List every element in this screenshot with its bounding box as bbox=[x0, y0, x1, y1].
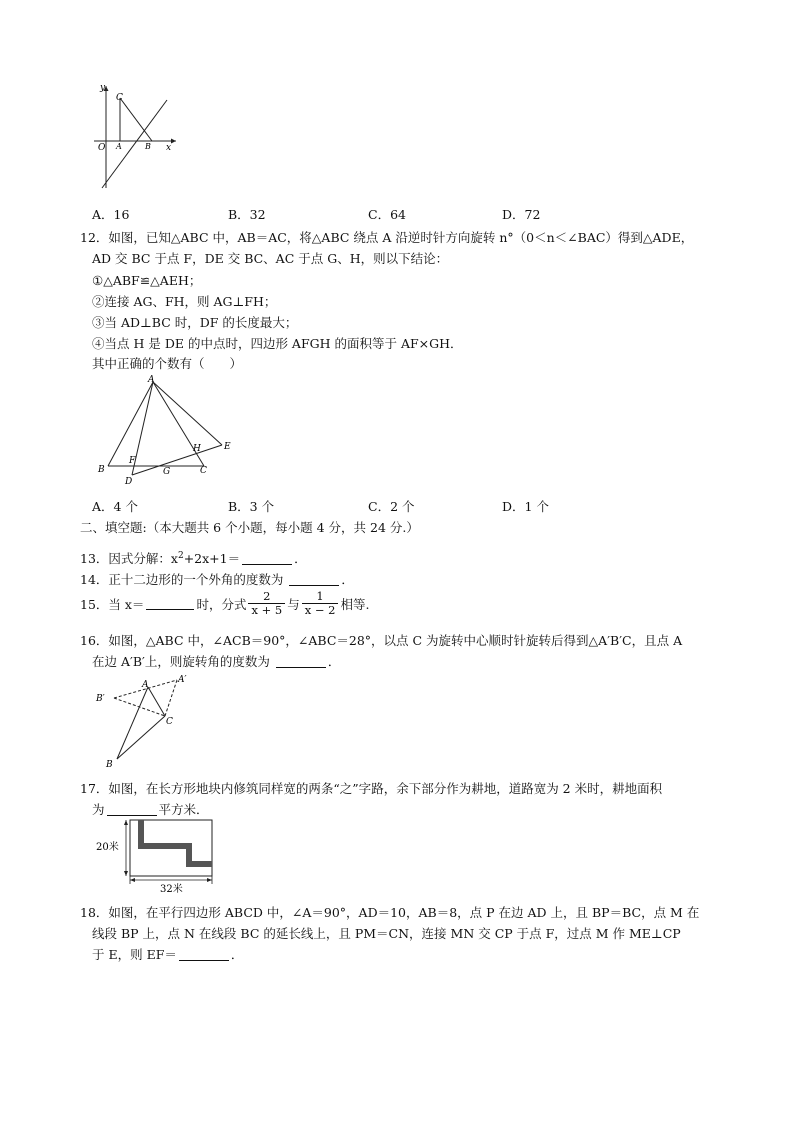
q17-line2-prefix: 为 bbox=[92, 802, 105, 817]
q17-line1: 17．如图，在长方形地块内修筑同样宽的两条“之”字路，余下部分作为耕地，道路宽为 2 米时，耕地面积 bbox=[80, 781, 663, 796]
q11-option-d[interactable]: D．72 bbox=[502, 207, 541, 222]
q13-prefix: 13．因式分解：x bbox=[80, 551, 178, 566]
q16-line2 bbox=[92, 652, 340, 670]
q15-answer-blank[interactable] bbox=[146, 597, 194, 610]
q12-line1: 12．如图，已知△ABC 中，AB＝AC，将△ABC 绕点 A 沿逆时针方向旋转 n°（0＜n＜∠BAC）得到△ADE， bbox=[80, 230, 694, 245]
q16-line1: 16．如图，△ABC 中，∠ACB＝90°，∠ABC＝28°，以点 C 为旋转中心顺时针旋转后得到△A′B′C，且点 A bbox=[80, 633, 683, 648]
q18-end: ． bbox=[230, 947, 244, 962]
q15-end: 相等. bbox=[340, 596, 370, 612]
label-b: B bbox=[98, 465, 105, 475]
q11-option-c[interactable]: C．64 bbox=[368, 207, 406, 222]
height-arrow-bottom bbox=[124, 871, 128, 876]
x-axis-arrow bbox=[171, 139, 176, 144]
label-b: B bbox=[106, 760, 113, 770]
q15-f2-num: 1 bbox=[316, 589, 324, 603]
q17-answer-blank[interactable] bbox=[107, 803, 157, 816]
q17-figure bbox=[94, 816, 218, 896]
label-c: C bbox=[116, 93, 123, 103]
q12-option-a[interactable]: A．4 个 bbox=[92, 499, 138, 514]
q18-line3-prefix: 于 E，则 EF＝ bbox=[92, 947, 177, 962]
label-width: 32米 bbox=[160, 884, 183, 895]
label-a-prime: A′ bbox=[178, 675, 187, 685]
q14-text: 14．正十二边形的一个外角的度数为 bbox=[80, 572, 288, 587]
q12-line2: AD 交 BC 于点 F，DE 交 BC、AC 于点 G、H，则以下结论： bbox=[92, 251, 449, 266]
q16-figure bbox=[92, 672, 202, 770]
q12-figure bbox=[92, 372, 240, 488]
label-c: C bbox=[200, 466, 207, 476]
q15-mid: 时，分式 bbox=[196, 596, 247, 612]
long-line bbox=[102, 100, 167, 188]
label-h: H bbox=[193, 444, 201, 454]
label-b: B bbox=[145, 142, 151, 151]
label-c: C bbox=[166, 717, 173, 727]
seg-a2c bbox=[165, 680, 177, 716]
label-o: O bbox=[98, 143, 106, 153]
q12-item-1: ①△ABF≌△AEH； bbox=[92, 273, 202, 288]
line-cb bbox=[120, 98, 152, 141]
width-arrow-right bbox=[207, 878, 212, 882]
q15-connector: 与 bbox=[287, 596, 300, 612]
q16-answer-blank[interactable] bbox=[276, 655, 326, 668]
label-a: A bbox=[142, 680, 149, 690]
q18-line2: 线段 BP 上，点 N 在线段 BC 的延长线上，且 PM＝CN，连接 MN 交 CP 于点 F，过点 M 作 ME⊥CP bbox=[92, 926, 681, 941]
seg-ae bbox=[153, 382, 222, 445]
label-a: A bbox=[148, 375, 155, 385]
q13 bbox=[80, 549, 307, 567]
seg-ab bbox=[108, 382, 153, 466]
q15-fraction-1 bbox=[248, 590, 285, 617]
label-x: x bbox=[166, 143, 172, 153]
q15 bbox=[80, 590, 369, 617]
label-height: 20米 bbox=[96, 842, 119, 853]
q13-sup: 2 bbox=[177, 550, 184, 561]
q11-figure bbox=[92, 80, 182, 192]
q12-item-3: ③当 AD⊥BC 时，DF 的长度最大； bbox=[92, 315, 298, 330]
q15-f1-den: x + 5 bbox=[248, 603, 285, 617]
q14 bbox=[80, 570, 354, 588]
q11-option-a[interactable]: A．16 bbox=[92, 207, 130, 222]
q13-end: ． bbox=[294, 551, 307, 566]
q14-answer-blank[interactable] bbox=[289, 573, 339, 586]
label-y: y bbox=[100, 83, 106, 93]
label-g: G bbox=[163, 467, 171, 477]
label-a: A bbox=[116, 142, 122, 151]
q15-prefix: 15．当 x＝ bbox=[80, 596, 145, 612]
width-arrow-left bbox=[130, 878, 135, 882]
seg-ac bbox=[148, 687, 165, 716]
section2-title: 二、填空题:（本大题共 6 个小题，每小题 4 分，共 24 分.） bbox=[80, 520, 419, 535]
label-e: E bbox=[224, 442, 231, 452]
q18-line1: 18．如图，在平行四边形 ABCD 中，∠A＝90°，AD＝10，AB＝8，点 P 在边 AD 上，且 BP＝BC，点 M 在 bbox=[80, 905, 700, 920]
q13-answer-blank[interactable] bbox=[242, 552, 292, 565]
q15-fraction-2 bbox=[302, 590, 339, 617]
height-arrow-top bbox=[124, 820, 128, 825]
label-b-prime: B′ bbox=[96, 694, 105, 704]
q18-line3 bbox=[92, 945, 243, 963]
q12-option-b[interactable]: B．3 个 bbox=[228, 499, 275, 514]
q12-option-c[interactable]: C．2 个 bbox=[368, 499, 415, 514]
q14-end: ． bbox=[341, 572, 354, 587]
q18-answer-blank[interactable] bbox=[179, 948, 229, 961]
q12-option-d[interactable]: D．1 个 bbox=[502, 499, 549, 514]
q16-end: ． bbox=[327, 654, 341, 669]
seg-de bbox=[132, 445, 222, 475]
q16-line2-text: 在边 A′B′上，则旋转角的度数为 bbox=[92, 654, 274, 669]
q12-question: 其中正确的个数有（ ） bbox=[92, 356, 243, 371]
seg-bc bbox=[117, 716, 165, 759]
q15-f2-den: x − 2 bbox=[302, 603, 339, 617]
q12-item-2: ②连接 AG、FH，则 AG⊥FH； bbox=[92, 294, 277, 309]
q15-f1-num: 2 bbox=[263, 589, 271, 603]
label-f: F bbox=[129, 456, 136, 466]
seg-b2c bbox=[114, 698, 165, 716]
q17-line2-suffix: 平方米． bbox=[158, 802, 209, 817]
q13-suffix: +2x+1＝ bbox=[183, 551, 241, 566]
q11-option-b[interactable]: B．32 bbox=[228, 207, 266, 222]
label-d: D bbox=[125, 477, 133, 487]
seg-ab bbox=[117, 687, 148, 759]
q12-item-4: ④当点 H 是 DE 的中点时，四边形 AFGH 的面积等于 AF×GH． bbox=[92, 336, 463, 351]
